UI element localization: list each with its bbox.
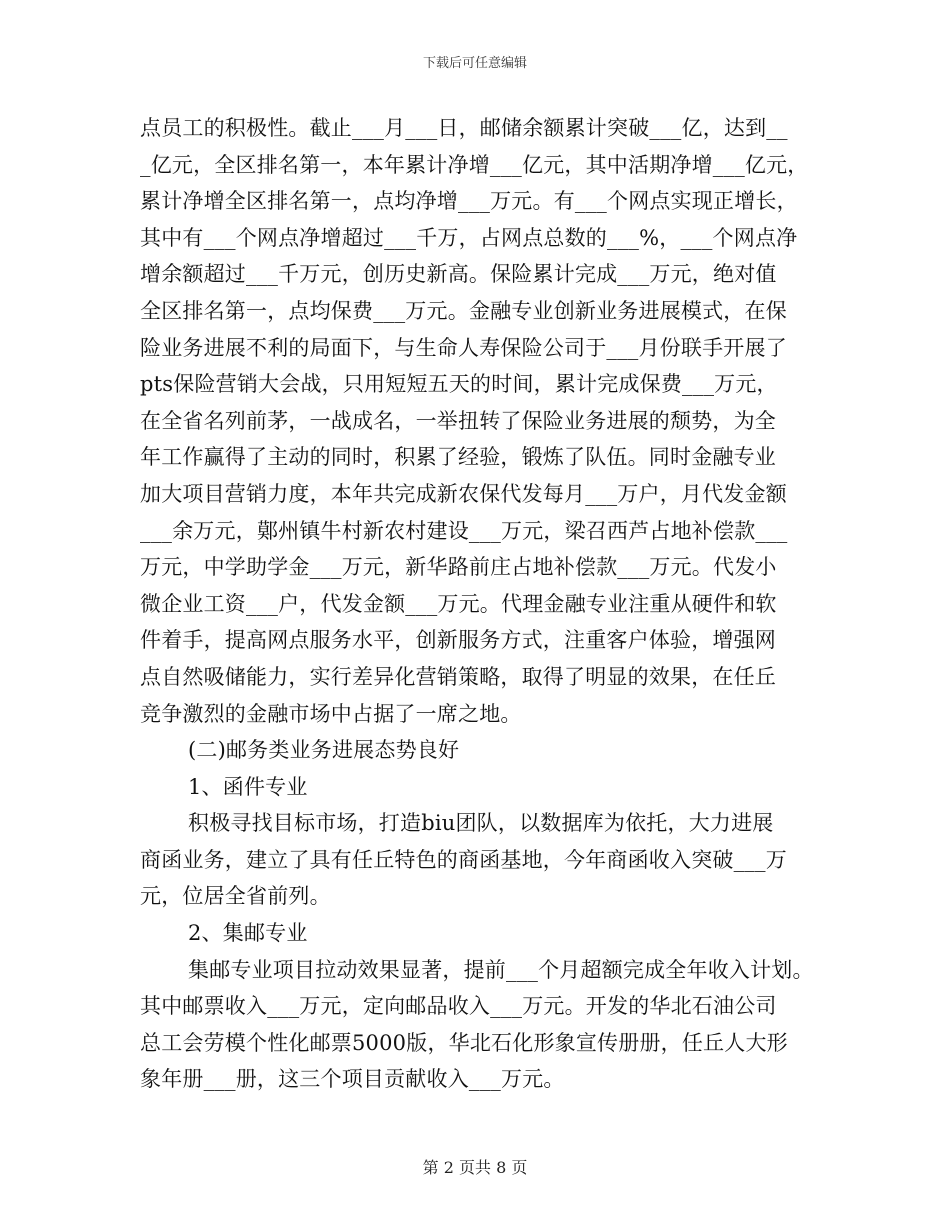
text-line: 年工作赢得了主动的同时，积累了经验，锻炼了队伍。同时金融专业 (140, 445, 776, 470)
text-line: 点员工的积极性。截止___月___日，邮储余额累计突破___亿，达到__ (140, 116, 788, 140)
text-line: 全区排名第一，点均保费___万元。金融专业创新业务进展模式，在保 (140, 298, 787, 323)
subsection-heading: 1、函件专业 (188, 774, 308, 799)
text-line: 其中邮票收入___万元，定向邮品收入___万元。开发的华北石油公司 (140, 994, 777, 1019)
text-line: 商函业务，建立了具有任丘特色的商函基地，今年商函收入突破___万 (140, 847, 787, 872)
text-line: 集邮专业项目拉动效果显著，提前___个月超额完成全年收入计划。 (188, 957, 814, 982)
text-line: 元，位居全省前列。 (140, 884, 331, 909)
text-line: 微企业工资___户，代发金额___万元。代理金融专业注重从硬件和软 (140, 591, 777, 616)
text-line: pts保险营销大会战，只用短短五天的时间，累计完成保费___万元， (140, 372, 778, 397)
text-line: _亿元，全区排名第一，本年累计净增___亿元，其中活期净增___亿元， (140, 152, 809, 177)
page-footer: 第 2 页共 8 页 (422, 1158, 528, 1177)
text-line: 点自然吸储能力，实行差异化营销策略，取得了明显的效果，在任丘 (140, 664, 776, 689)
text-line: 积极寻找目标市场，打造biu团队，以数据库为依托，大力进展 (188, 811, 774, 836)
text-line: 件着手，提高网点服务水平，创新服务方式，注重客户体验，增强网 (140, 628, 776, 653)
section-heading: (二)邮务类业务进展态势良好 (188, 738, 460, 763)
text-line: 万元，中学助学金___万元，新华路前庄占地补偿款___万元。代发小 (140, 555, 777, 580)
subsection-heading: 2、集邮专业 (188, 921, 308, 946)
body-text (140, 110, 830, 1098)
text-line: ___余万元，鄚州镇牛村新农村建设___万元，梁召西芦占地补偿款___ (140, 518, 788, 543)
text-line: 加大项目营销力度，本年共完成新农保代发每月___万户，月代发金额 (140, 481, 787, 506)
text-line: 竞争激烈的金融市场中占据了一席之地。 (140, 701, 522, 726)
text-line: 险业务进展不利的局面下，与生命人寿保险公司于___月份联手开展了 (140, 335, 787, 360)
text-line: 增余额超过___千万元，创历史新高。保险累计完成___万元，绝对值 (140, 262, 777, 287)
text-line: 总工会劳模个性化邮票5000版，华北石化形象宣传册册，任丘人大形 (140, 1030, 788, 1055)
text-line: 象年册___册，这三个项目贡献收入___万元。 (140, 1067, 565, 1092)
text-line: 累计净增全区排名第一，点均净增___万元。有___个网点实现正增长， (140, 189, 798, 214)
text-line: 其中有___个网点净增超过___千万，占网点总数的___%，___个网点净 (140, 225, 798, 250)
page-header: 下载后可任意编辑 (422, 56, 527, 71)
text-line: 在全省名列前茅，一战成名，一举扭转了保险业务进展的颓势，为全 (140, 408, 776, 433)
